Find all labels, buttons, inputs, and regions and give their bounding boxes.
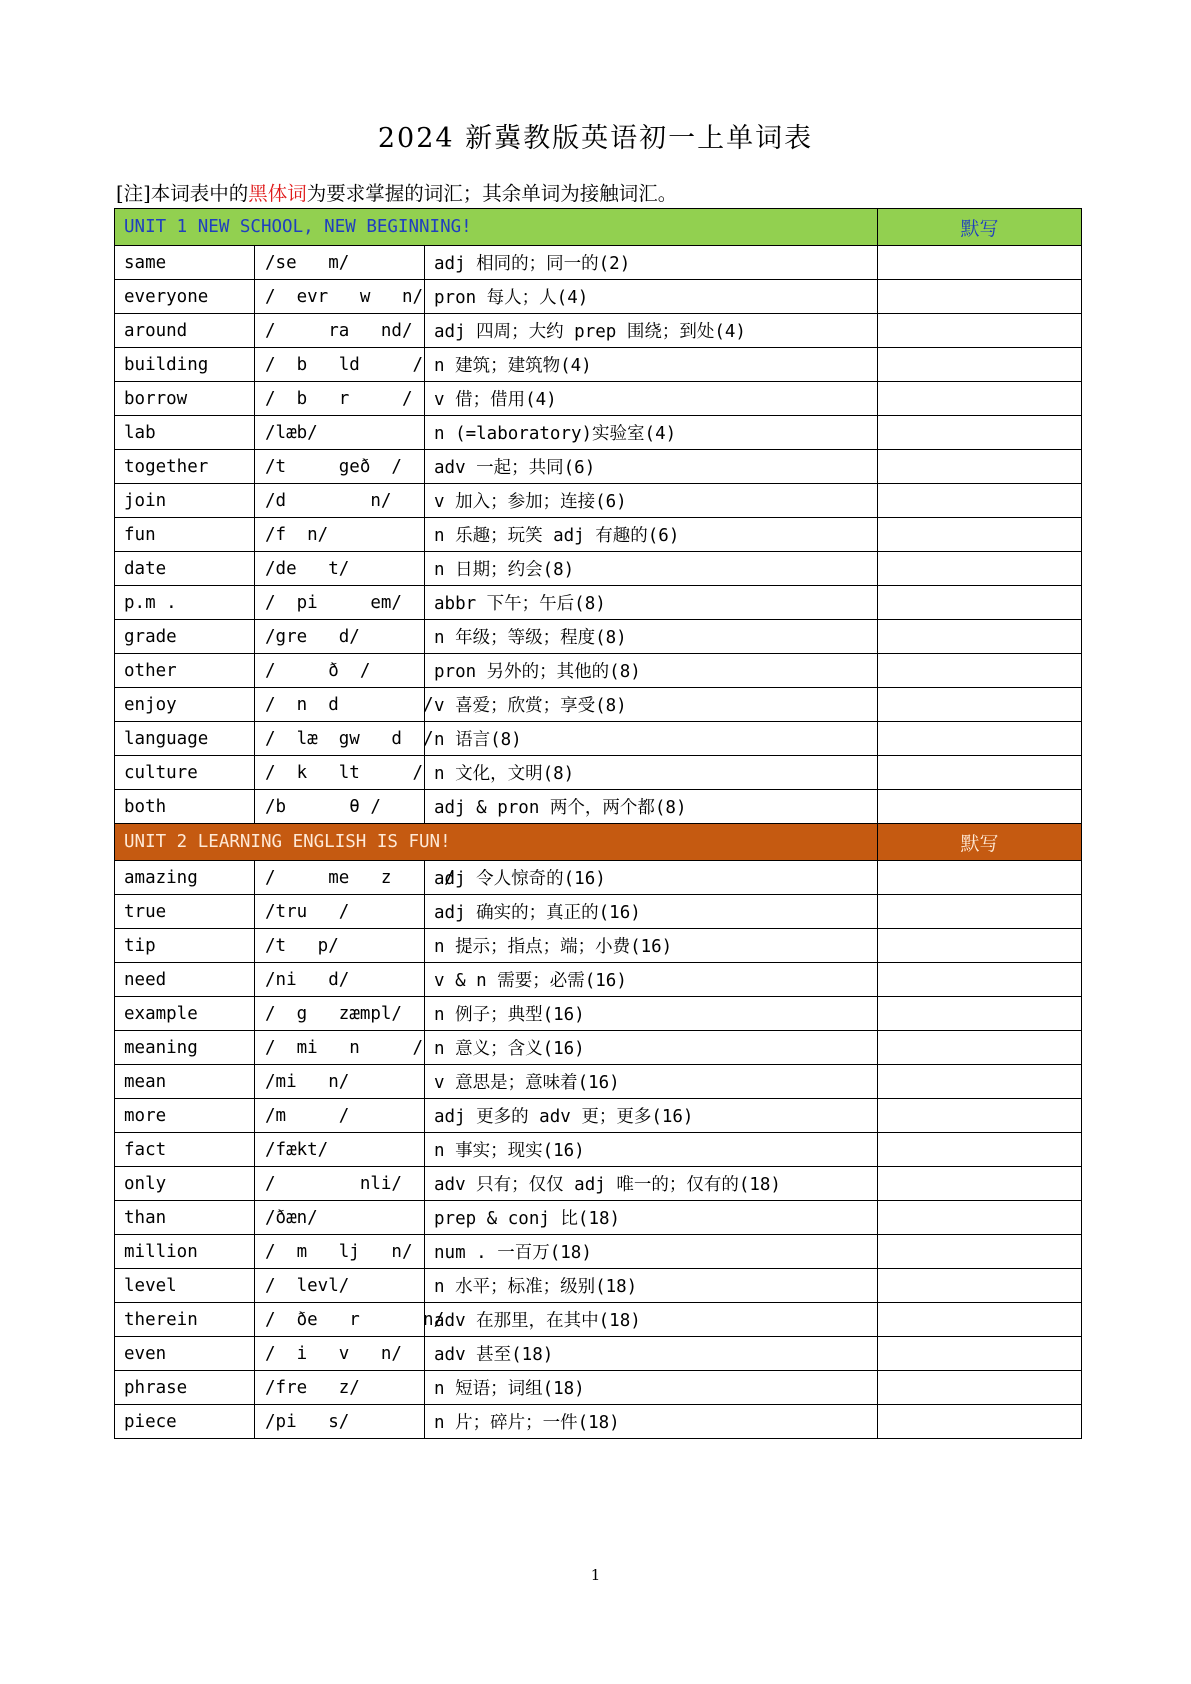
word-cell: true [115, 895, 255, 929]
unit-heading: UNIT 2 LEARNING ENGLISH IS FUN! [115, 824, 878, 861]
dictation-column-header: 默写 [878, 209, 1082, 246]
table-row [115, 450, 1082, 484]
meaning-cell: v 喜爱；欣赏；享受(8) [425, 688, 878, 722]
meaning-cell: v & n 需要；必需(16) [425, 963, 878, 997]
meaning-cell: pron 另外的；其他的(8) [425, 654, 878, 688]
meaning-cell: n (=laboratory)实验室(4) [425, 416, 878, 450]
table-row [115, 246, 1082, 280]
phonetic-cell: /ni d/ [255, 963, 425, 997]
meaning-cell: n 日期；约会(8) [425, 552, 878, 586]
word-cell: phrase [115, 1371, 255, 1405]
word-cell: culture [115, 756, 255, 790]
phonetic-cell: / ðe r n/ [255, 1303, 425, 1337]
table-row [115, 1303, 1082, 1337]
phonetic-cell: /f n/ [255, 518, 425, 552]
phonetic-cell: / n d / [255, 688, 425, 722]
dictation-blank-cell[interactable] [878, 1167, 1082, 1201]
phonetic-cell: / b ld / [255, 348, 425, 382]
table-row [115, 586, 1082, 620]
page-number: 1 [590, 1566, 601, 1584]
table-row [115, 1099, 1082, 1133]
phonetic-cell: / nli/ [255, 1167, 425, 1201]
dictation-blank-cell[interactable] [878, 280, 1082, 314]
phonetic-cell: /ðæn/ [255, 1201, 425, 1235]
table-row [115, 314, 1082, 348]
word-cell: fact [115, 1133, 255, 1167]
word-cell: only [115, 1167, 255, 1201]
phonetic-cell: /mi n/ [255, 1065, 425, 1099]
word-cell: both [115, 790, 255, 824]
table-row [115, 1405, 1082, 1439]
word-cell: million [115, 1235, 255, 1269]
dictation-blank-cell[interactable] [878, 997, 1082, 1031]
dictation-blank-cell[interactable] [878, 1099, 1082, 1133]
table-row [115, 1337, 1082, 1371]
note-suffix: 为要求掌握的词汇；其余单词为接触词汇。 [306, 182, 678, 205]
unit-header-row [115, 209, 1082, 246]
word-cell: same [115, 246, 255, 280]
word-cell: grade [115, 620, 255, 654]
dictation-blank-cell[interactable] [878, 416, 1082, 450]
dictation-blank-cell[interactable] [878, 1269, 1082, 1303]
meaning-cell: adj 令人惊奇的(16) [425, 861, 878, 895]
note-highlight: 黑体词 [248, 182, 307, 205]
meaning-cell: adv 在那里，在其中(18) [425, 1303, 878, 1337]
dictation-blank-cell[interactable] [878, 861, 1082, 895]
word-cell: together [115, 450, 255, 484]
phonetic-cell: /t p/ [255, 929, 425, 963]
dictation-blank-cell[interactable] [878, 895, 1082, 929]
dictation-blank-cell[interactable] [878, 1201, 1082, 1235]
word-cell: other [115, 654, 255, 688]
dictation-blank-cell[interactable] [878, 1337, 1082, 1371]
table-row [115, 1201, 1082, 1235]
phonetic-cell: / b r / [255, 382, 425, 416]
meaning-cell: adj & pron 两个，两个都(8) [425, 790, 878, 824]
phonetic-cell: /pi s/ [255, 1405, 425, 1439]
meaning-cell: v 加入；参加；连接(6) [425, 484, 878, 518]
meaning-cell: prep & conj 比(18) [425, 1201, 878, 1235]
dictation-blank-cell[interactable] [878, 246, 1082, 280]
page-title: 2024 新冀教版英语初一上单词表 [377, 123, 814, 154]
word-cell: piece [115, 1405, 255, 1439]
dictation-blank-cell[interactable] [878, 654, 1082, 688]
word-cell: around [115, 314, 255, 348]
phonetic-cell: /fækt/ [255, 1133, 425, 1167]
meaning-cell: adj 更多的 adv 更；更多(16) [425, 1099, 878, 1133]
meaning-cell: n 意义；含义(16) [425, 1031, 878, 1065]
meaning-cell: n 片；碎片；一件(18) [425, 1405, 878, 1439]
dictation-blank-cell[interactable] [878, 620, 1082, 654]
dictation-blank-cell[interactable] [878, 552, 1082, 586]
dictation-blank-cell[interactable] [878, 484, 1082, 518]
phonetic-cell: / i v n/ [255, 1337, 425, 1371]
phonetic-cell: /d n/ [255, 484, 425, 518]
unit-heading: UNIT 1 NEW SCHOOL, NEW BEGINNING! [115, 209, 878, 246]
word-cell: mean [115, 1065, 255, 1099]
meaning-cell: n 水平；标准；级别(18) [425, 1269, 878, 1303]
phonetic-cell: / læ gw d / [255, 722, 425, 756]
phonetic-cell: /læb/ [255, 416, 425, 450]
meaning-cell: pron 每人；人(4) [425, 280, 878, 314]
table-row [115, 620, 1082, 654]
phonetic-cell: /m / [255, 1099, 425, 1133]
dictation-blank-cell[interactable] [878, 1371, 1082, 1405]
dictation-blank-cell[interactable] [878, 450, 1082, 484]
phonetic-cell: / levl/ [255, 1269, 425, 1303]
dictation-blank-cell[interactable] [878, 790, 1082, 824]
meaning-cell: v 意思是；意味着(16) [425, 1065, 878, 1099]
dictation-blank-cell[interactable] [878, 688, 1082, 722]
note-prefix: [注]本词表中的 [116, 182, 249, 205]
table-row [115, 861, 1082, 895]
word-cell: language [115, 722, 255, 756]
table-row [115, 722, 1082, 756]
table-row [115, 1133, 1082, 1167]
dictation-blank-cell[interactable] [878, 314, 1082, 348]
dictation-blank-cell[interactable] [878, 963, 1082, 997]
meaning-cell: n 语言(8) [425, 722, 878, 756]
table-row [115, 552, 1082, 586]
unit-header-row [115, 824, 1082, 861]
table-row [115, 895, 1082, 929]
phonetic-cell: / m lj n/ [255, 1235, 425, 1269]
phonetic-cell: / me z / [255, 861, 425, 895]
word-cell: lab [115, 416, 255, 450]
meaning-cell: abbr 下午；午后(8) [425, 586, 878, 620]
dictation-blank-cell[interactable] [878, 756, 1082, 790]
table-row [115, 1235, 1082, 1269]
table-row [115, 484, 1082, 518]
meaning-cell: n 建筑；建筑物(4) [425, 348, 878, 382]
table-row [115, 963, 1082, 997]
meaning-cell: v 借；借用(4) [425, 382, 878, 416]
table-row [115, 654, 1082, 688]
word-cell: join [115, 484, 255, 518]
meaning-cell: n 提示；指点；端；小费(16) [425, 929, 878, 963]
word-cell: meaning [115, 1031, 255, 1065]
dictation-blank-cell[interactable] [878, 1303, 1082, 1337]
meaning-cell: adj 确实的；真正的(16) [425, 895, 878, 929]
phonetic-cell: / ð / [255, 654, 425, 688]
dictation-blank-cell[interactable] [878, 1405, 1082, 1439]
table-row [115, 382, 1082, 416]
phonetic-cell: /t geð / [255, 450, 425, 484]
meaning-cell: n 例子；典型(16) [425, 997, 878, 1031]
meaning-cell: n 短语；词组(18) [425, 1371, 878, 1405]
dictation-blank-cell[interactable] [878, 348, 1082, 382]
dictation-blank-cell[interactable] [878, 1031, 1082, 1065]
meaning-cell: n 乐趣；玩笑 adj 有趣的(6) [425, 518, 878, 552]
word-cell: than [115, 1201, 255, 1235]
phonetic-cell: /se m/ [255, 246, 425, 280]
word-cell: example [115, 997, 255, 1031]
word-cell: fun [115, 518, 255, 552]
word-cell: need [115, 963, 255, 997]
dictation-blank-cell[interactable] [878, 586, 1082, 620]
phonetic-cell: /b θ / [255, 790, 425, 824]
meaning-cell: adv 甚至(18) [425, 1337, 878, 1371]
table-row [115, 1269, 1082, 1303]
phonetic-cell: / g zæmpl/ [255, 997, 425, 1031]
meaning-cell: adj 四周；大约 prep 围绕；到处(4) [425, 314, 878, 348]
table-row [115, 929, 1082, 963]
table-row [115, 518, 1082, 552]
table-row [115, 756, 1082, 790]
table-row [115, 280, 1082, 314]
meaning-cell: num . 一百万(18) [425, 1235, 878, 1269]
dictation-blank-cell[interactable] [878, 722, 1082, 756]
word-cell: date [115, 552, 255, 586]
word-cell: more [115, 1099, 255, 1133]
table-row [115, 790, 1082, 824]
dictation-blank-cell[interactable] [878, 382, 1082, 416]
dictation-blank-cell[interactable] [878, 518, 1082, 552]
meaning-cell: n 事实；现实(16) [425, 1133, 878, 1167]
note-line [116, 178, 677, 206]
word-cell: therein [115, 1303, 255, 1337]
phonetic-cell: /gre d/ [255, 620, 425, 654]
meaning-cell: adv 一起；共同(6) [425, 450, 878, 484]
word-cell: p.m . [115, 586, 255, 620]
table-row [115, 1065, 1082, 1099]
table-row [115, 688, 1082, 722]
word-cell: level [115, 1269, 255, 1303]
phonetic-cell: /de t/ [255, 552, 425, 586]
phonetic-cell: / evr w n/ [255, 280, 425, 314]
phonetic-cell: / k lt / [255, 756, 425, 790]
dictation-blank-cell[interactable] [878, 1065, 1082, 1099]
table-row [115, 997, 1082, 1031]
meaning-cell: adv 只有；仅仅 adj 唯一的；仅有的(18) [425, 1167, 878, 1201]
table-row [115, 1031, 1082, 1065]
word-cell: amazing [115, 861, 255, 895]
word-cell: even [115, 1337, 255, 1371]
table-row [115, 348, 1082, 382]
phonetic-cell: / pi em/ [255, 586, 425, 620]
dictation-column-header: 默写 [878, 824, 1082, 861]
word-cell: borrow [115, 382, 255, 416]
phonetic-cell: / mi n / [255, 1031, 425, 1065]
table-row [115, 1167, 1082, 1201]
phonetic-cell: / ra nd/ [255, 314, 425, 348]
phonetic-cell: /tru / [255, 895, 425, 929]
meaning-cell: n 年级；等级；程度(8) [425, 620, 878, 654]
table-row [115, 1371, 1082, 1405]
meaning-cell: adj 相同的；同一的(2) [425, 246, 878, 280]
meaning-cell: n 文化，文明(8) [425, 756, 878, 790]
word-cell: building [115, 348, 255, 382]
word-cell: enjoy [115, 688, 255, 722]
phonetic-cell: /fre z/ [255, 1371, 425, 1405]
word-cell: tip [115, 929, 255, 963]
table-row [115, 416, 1082, 450]
dictation-blank-cell[interactable] [878, 1133, 1082, 1167]
vocabulary-table [114, 208, 1082, 1439]
dictation-blank-cell[interactable] [878, 1235, 1082, 1269]
dictation-blank-cell[interactable] [878, 929, 1082, 963]
word-cell: everyone [115, 280, 255, 314]
